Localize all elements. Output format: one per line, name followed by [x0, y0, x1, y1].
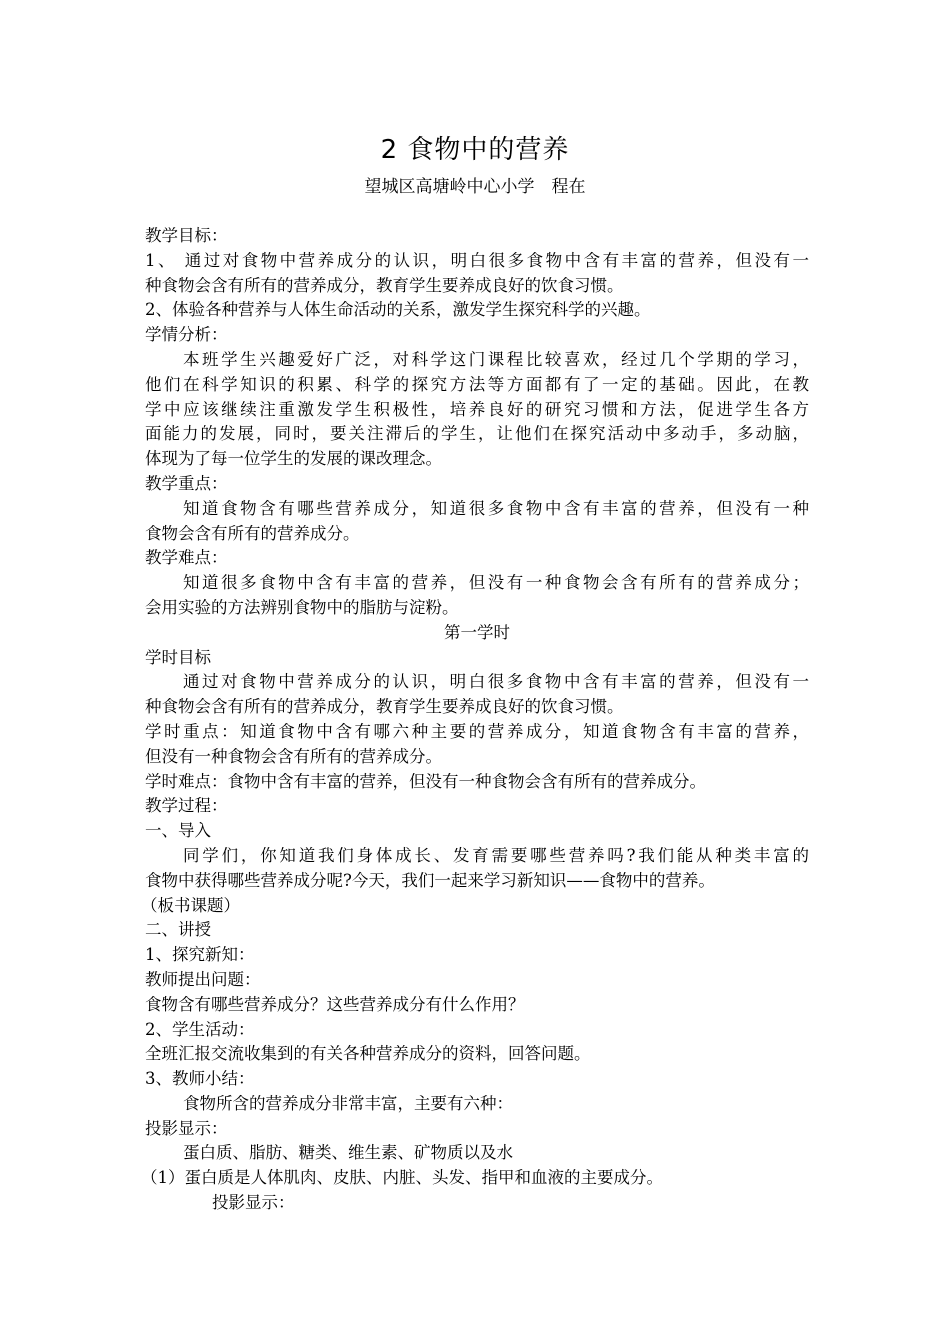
document-author: 望城区高塘岭中心小学 程在: [364, 177, 586, 197]
paragraph-line: （1）蛋白质是人体肌肉、皮肤、内脏、头发、指甲和血液的主要成分。: [141, 1168, 663, 1188]
paragraph-line: 食物所含的营养成分非常丰富，主要有六种：: [183, 1093, 513, 1113]
document-body: [141, 224, 809, 1216]
paragraph-line: 学时重点：知道食物中含有哪六种主要的营养成分，知道食物含有丰富的营养，: [145, 721, 809, 741]
paragraph-line: 种食物会含有所有的营养成分，教育学生要养成良好的饮食习惯。: [145, 697, 624, 717]
paragraph-line: 同学们，你知道我们身体成长、发育需要哪些营养吗?我们能从种类丰富的: [183, 845, 809, 865]
paragraph-line: 食物含有哪些营养成分？这些营养成分有什么作用？: [145, 994, 525, 1014]
heading-teaching-goals: 教学目标：: [145, 226, 228, 245]
paragraph-line: 学时难点：食物中含有丰富的营养，但没有一种食物会含有所有的营养成分。: [145, 771, 706, 791]
paragraph-line: 1、探究新知：: [145, 945, 255, 965]
paragraph-line: 他们在科学知识的积累、科学的探究方法等方面都有了一定的基础。因此，在教: [145, 374, 809, 394]
heading-introduction: 一、导入: [145, 821, 211, 841]
paragraph-line: 知道食物含有哪些营养成分，知道很多食物中含有丰富的营养，但没有一种: [183, 498, 809, 518]
paragraph-line: 面能力的发展，同时，要关注滞后的学生，让他们在探究活动中多动手，多动脑，: [145, 424, 809, 444]
heading-teaching-process: 教学过程：: [145, 796, 228, 816]
paragraph-line: 食物会含有所有的营养成分。: [145, 523, 360, 543]
heading-key-points: 教学重点：: [145, 473, 228, 493]
paragraph-line: 1、 通过对食物中营养成分的认识，明白很多食物中含有丰富的营养，但没有一: [145, 250, 809, 270]
paragraph-line: 学中应该继续注重激发学生积极性，培养良好的研究习惯和方法，促进学生各方: [145, 399, 809, 419]
paragraph-line: 3、教师小结：: [145, 1069, 255, 1089]
paragraph-line: 本班学生兴趣爱好广泛，对科学这门课程比较喜欢，经过几个学期的学习，: [183, 349, 809, 369]
paragraph-line: 蛋白质、脂肪、糖类、维生素、矿物质以及水: [183, 1143, 513, 1163]
paragraph-line: 2、学生活动：: [145, 1019, 255, 1039]
paragraph-line: 投影显示：: [145, 1118, 228, 1138]
paragraph-line: 知道很多食物中含有丰富的营养，但没有一种食物会含有所有的营养成分；: [183, 573, 809, 593]
paragraph-line: 通过对食物中营养成分的认识，明白很多食物中含有丰富的营养，但没有一: [183, 672, 809, 692]
heading-student-analysis: 学情分析：: [145, 325, 228, 345]
heading-difficulties: 教学难点：: [145, 548, 228, 568]
heading-lesson-goals: 学时目标: [145, 647, 211, 667]
paragraph-line: 食物中获得哪些营养成分呢?今天，我们一起来学习新知识——食物中的营养。: [145, 870, 715, 890]
section-heading-first-lesson: 第一学时: [444, 622, 510, 642]
paragraph-line: 但没有一种食物会含有所有的营养成分。: [145, 746, 442, 766]
paragraph-line: 全班汇报交流收集到的有关各种营养成分的资料，回答问题。: [145, 1044, 591, 1064]
paragraph-line: 2、体验各种营养与人体生命活动的关系，激发学生探究科学的兴趣。: [145, 300, 651, 320]
paragraph-line: 投影显示：: [212, 1193, 295, 1213]
document-title: 2 食物中的营养: [380, 135, 570, 165]
paragraph-line: 教师提出问题：: [145, 969, 261, 989]
heading-lecture: 二、讲授: [145, 920, 211, 940]
paragraph-line: 体现为了每一位学生的发展的课改理念。: [145, 449, 442, 469]
paragraph-line: 会用实验的方法辨别食物中的脂肪与淀粉。: [145, 597, 459, 617]
paragraph-line: 种食物会含有所有的营养成分，教育学生要养成良好的饮食习惯。: [145, 275, 624, 295]
paragraph-line: （板书课题）: [141, 895, 240, 915]
